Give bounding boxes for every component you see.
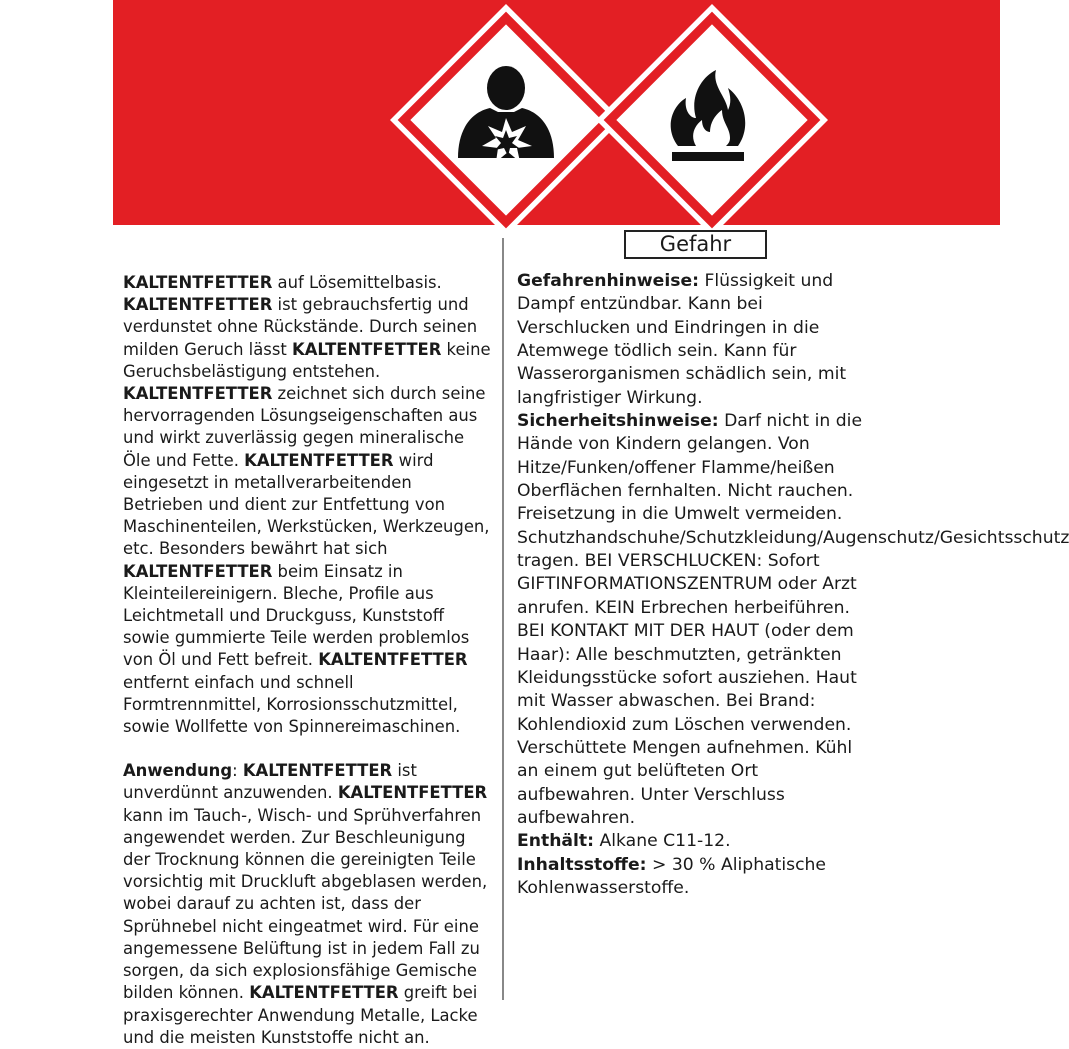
column-divider [502, 238, 504, 1000]
signal-word: Gefahr [624, 230, 767, 259]
usage-text: Anwendung: KALTENTFETTER ist unverdünnt anzuwenden. KALTENTFETTER kann im Tauch-, Wisch- und Sprühverfahren angewendet werden. Zur Beschleunigung der Trocknung können die gereinigten Teile vorsichtig mit Druckluft abgeblasen werden, wobei darauf zu achten ist, dass der Sprühnebel nicht eingeatmet wird. Für eine angemessene Belüftung ist in jedem Fall zu sorgen, da sich explosionsfähige Gemische bilden können. KALTENTFETTER greift bei praxisgerechter Anwendung Metalle, Lacke und die meisten Kunststoffe nicht an. [123, 761, 488, 1047]
contains-line: Enthält: Alkane C11-12. [517, 831, 731, 852]
health-hazard-icon [386, 0, 626, 240]
hazard-statements: Gefahrenhinweise: Flüssigkeit und Dampf entzündbar. Kann bei Verschlucken und Eindringen in die Atemwege tödlich sein. Kann für Wasserorganismen schädlich sein, mit langfristiger Wirkung. [517, 271, 847, 408]
precautionary-statements: Sicherheitshinweise: Darf nicht in die Hände von Kindern gelangen. Von Hitze/Funken/offener Flamme/heißen Oberflächen fernhalten. Nicht rauchen. Freisetzung in die Umwelt vermeiden. Schutzhandschuhe/Schutzkleidung/Augenschutz/Gesichtsschutz tragen. BEI VERSCHLUCKEN: Sofort GIFTINFORMATIONSZENTRUM oder Arzt anrufen. KEIN Erbrechen herbeiführen. BEI KONTAKT MIT DER HAUT (oder dem Haar): Alle beschmutzten, getränkten Kleidungsstücke sofort ausziehen. Haut mit Wasser abwaschen. Bei Brand: Kohlendioxid zum Löschen verwenden. Verschüttete Mengen aufnehmen. Kühl an einem gut belüfteten Ort aufbewahren. Unter Verschluss aufbewahren. [517, 411, 1069, 828]
description-column [123, 272, 495, 1049]
ingredients-line: Inhaltsstoffe: > 30 % Aliphatische Kohlenwasserstoffe. [517, 854, 827, 898]
safety-heading: Sicherheitshinweise: [517, 411, 719, 432]
description-text: KALTENTFETTER auf Lösemittelbasis. KALTENTFETTER ist gebrauchsfertig und verdunstet ohne Rückstände. Durch seinen milden Geruch lässt KALTENTFETTER keine Geruchsbelästigung entstehen. KALTENTFETTER zeichnet sich durch seine hervorragenden Lösungseigenschaften aus und wirkt zuverlässig gegen mineralische Öle und Fette. KALTENTFETTER wird eingesetzt in metallverarbeitenden Betrieben und dient zur Entfettung von Maschinenteilen, Werkstücken, Werkzeugen, etc. Besonders bewährt hat sich KALTENTFETTER beim Einsatz in Kleinteilereinigern. Bleche, Profile aus Leichtmetall und Druckguss, Kunststoff sowie gummierte Teile werden problemlos von Öl und Fett befreit. KALTENTFETTER entfernt einfach und schnell Formtrennmittel, Korrosionsschutzmittel, sowie Wollfette von Spinnereimaschinen. [123, 273, 491, 737]
hazard-heading: Gefahrenhinweise: [517, 271, 699, 291]
flame-icon [592, 0, 832, 240]
usage-heading: Anwendung [123, 761, 233, 781]
safety-column [517, 270, 1069, 900]
